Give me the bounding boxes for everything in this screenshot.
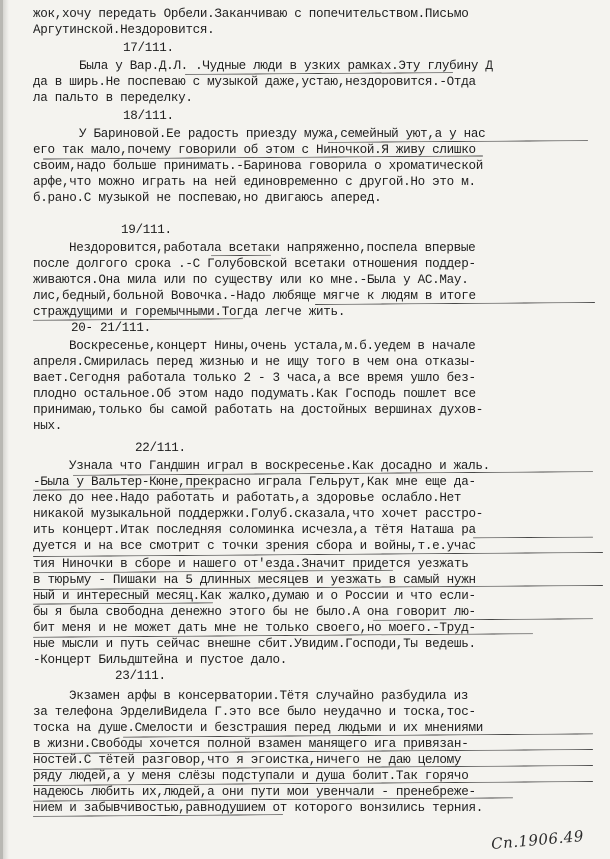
text-line: никакой музыкальной поддержки.Голуб.сказала,что хочет расстро- (33, 507, 483, 521)
text-line: его так мало,почему говорили об этом с Ниночкой.Я живу слишко (33, 143, 476, 157)
entry-date: 19/111. (121, 223, 172, 237)
text-line: страждущими и горемычными.Тогда легче жить. (33, 305, 346, 319)
text-line: дуется и на все смотрит с точки зрения сбора и войны,т.е.учас (33, 539, 476, 553)
text-line: тоска на душе.Смелости и безстрашия перед людьми и их мнениями (33, 721, 483, 735)
text-line: ностей.С тётей разговор,что я эгоистка,ничего не даю целому (33, 753, 462, 767)
text-line: нием и забывчивостью,равнодушием от которого вонзились терния. (33, 801, 483, 815)
entry-date: 22/111. (135, 441, 186, 455)
text-line: Узнала что Гандшин играл в воскресенье.Как досадно и жаль. (69, 459, 490, 473)
text-line: да в ширь.Не поспеваю с музыкой даже,устаю,нездоровится.-Отда (33, 75, 476, 89)
text-line: апреля.Смирилась перед жизнью и не ищу того в чем она отказы- (33, 355, 476, 369)
text-line: ных. (33, 419, 63, 433)
text-line: после долгого срока .-С Голубовской всетаки отношения поддер- (33, 257, 476, 271)
text-line: ряду людей,а у меня слёзы подступали и душа болит.Так горячо (33, 769, 469, 783)
text-line: жок,хочу передать Орбели.Заканчиваю с попечительством.Письмо (33, 7, 469, 21)
handwritten-underline (473, 537, 593, 539)
entry-date: 18/111. (123, 109, 174, 123)
text-line: Была у Вар.Д.Л. .Чудные люди в узких рамках.Эту глубину Д (79, 59, 493, 73)
text-line: ить концерт.Итак последняя соломинка исчезла,а тётя Наташа ра (33, 523, 476, 537)
text-line: У Бариновой.Ее радость приезду мужа,семейный уют,а у нас (79, 127, 486, 141)
archive-handwritten-mark: Сп.1906.49 (490, 826, 585, 854)
text-line: за телефона ЭрделиВидела Г.это все было неудачно и тоска,тос- (33, 705, 476, 719)
text-line: принимаю,только бы самой работать на достойных вершинах духов- (33, 403, 483, 417)
text-line: леко до нее.Надо работать и работать,а здоровье ослабло.Нет (33, 491, 462, 505)
text-line: бы я была свободна денежно этого бы не было.А она говорит лю- (33, 605, 476, 619)
handwritten-underline (373, 618, 593, 621)
entry-date: 23/111. (115, 669, 166, 683)
text-line: Нездоровится,работала всетаки напряженно,поспела впервые (69, 241, 476, 255)
text-line: ные мысли и путь сейчас внешне сбит.Увидим.Господи,Ты ведешь. (33, 637, 476, 651)
text-line: -Была у Вальтер-Кюне,прекрасно играла Гельрут,Как мне еще да- (33, 475, 476, 489)
text-line: вает.Сегодня работала только 2 - 3 часа,а все время ушло без- (33, 371, 476, 385)
text-line: в жизни.Свободы хочется полной взамен манящего ига привязан- (33, 737, 469, 751)
text-line: Экзамен арфы в консерватории.Тётя случайно разбудила из (69, 689, 469, 703)
text-line: надеюсь любить их,людей,а они пути мои увенчали - пренебреже- (33, 785, 476, 799)
text-line: своим,надо больше принимать.-Баринова говорила о хроматической (33, 159, 483, 173)
entry-date: 17/111. (123, 41, 174, 55)
text-line: ный и интересный месяц.Как жалко,думаю и о России и что если- (33, 589, 476, 603)
text-line: в тюрьму - Пишаки на 5 длинных месяцев и уезжать в самый нужн (33, 573, 476, 587)
typed-text-block (3, 0, 493, 815)
text-line: -Концерт Бильдштейна и пустое дало. (33, 653, 288, 667)
text-line: тия Ниночки в сборе и нашего от'езда.Значит придется уезжать (33, 557, 469, 571)
text-line: Аргутинской.Нездоровится. (33, 23, 215, 37)
text-line: ла пальто в переделку. (33, 91, 193, 105)
text-line: лис,бедный,больной Вовочка.-Надо любяще мягче к людям в итоге (33, 289, 476, 303)
text-line: б.рано.С музыкой не поспеваю,но двигаюсь аперед. (33, 191, 382, 205)
text-line: арфе,что можно играть на ней единовременно с другой.Но это м. (33, 175, 476, 189)
text-line: живаются.Она мила или по существу или ко мне.-Была у АС.Мау. (33, 273, 469, 287)
text-line: плодно остальное.Об этом надо подумать.Как Господь пошлет все (33, 387, 476, 401)
text-line: бит меня и не может дать мне не только своего,но моего.-Труд- (33, 621, 476, 635)
text-line: Воскресенье,концерт Нины,очень устала,м.б.уедем в начале (69, 339, 476, 353)
entry-date: 20- 21/111. (71, 321, 151, 335)
